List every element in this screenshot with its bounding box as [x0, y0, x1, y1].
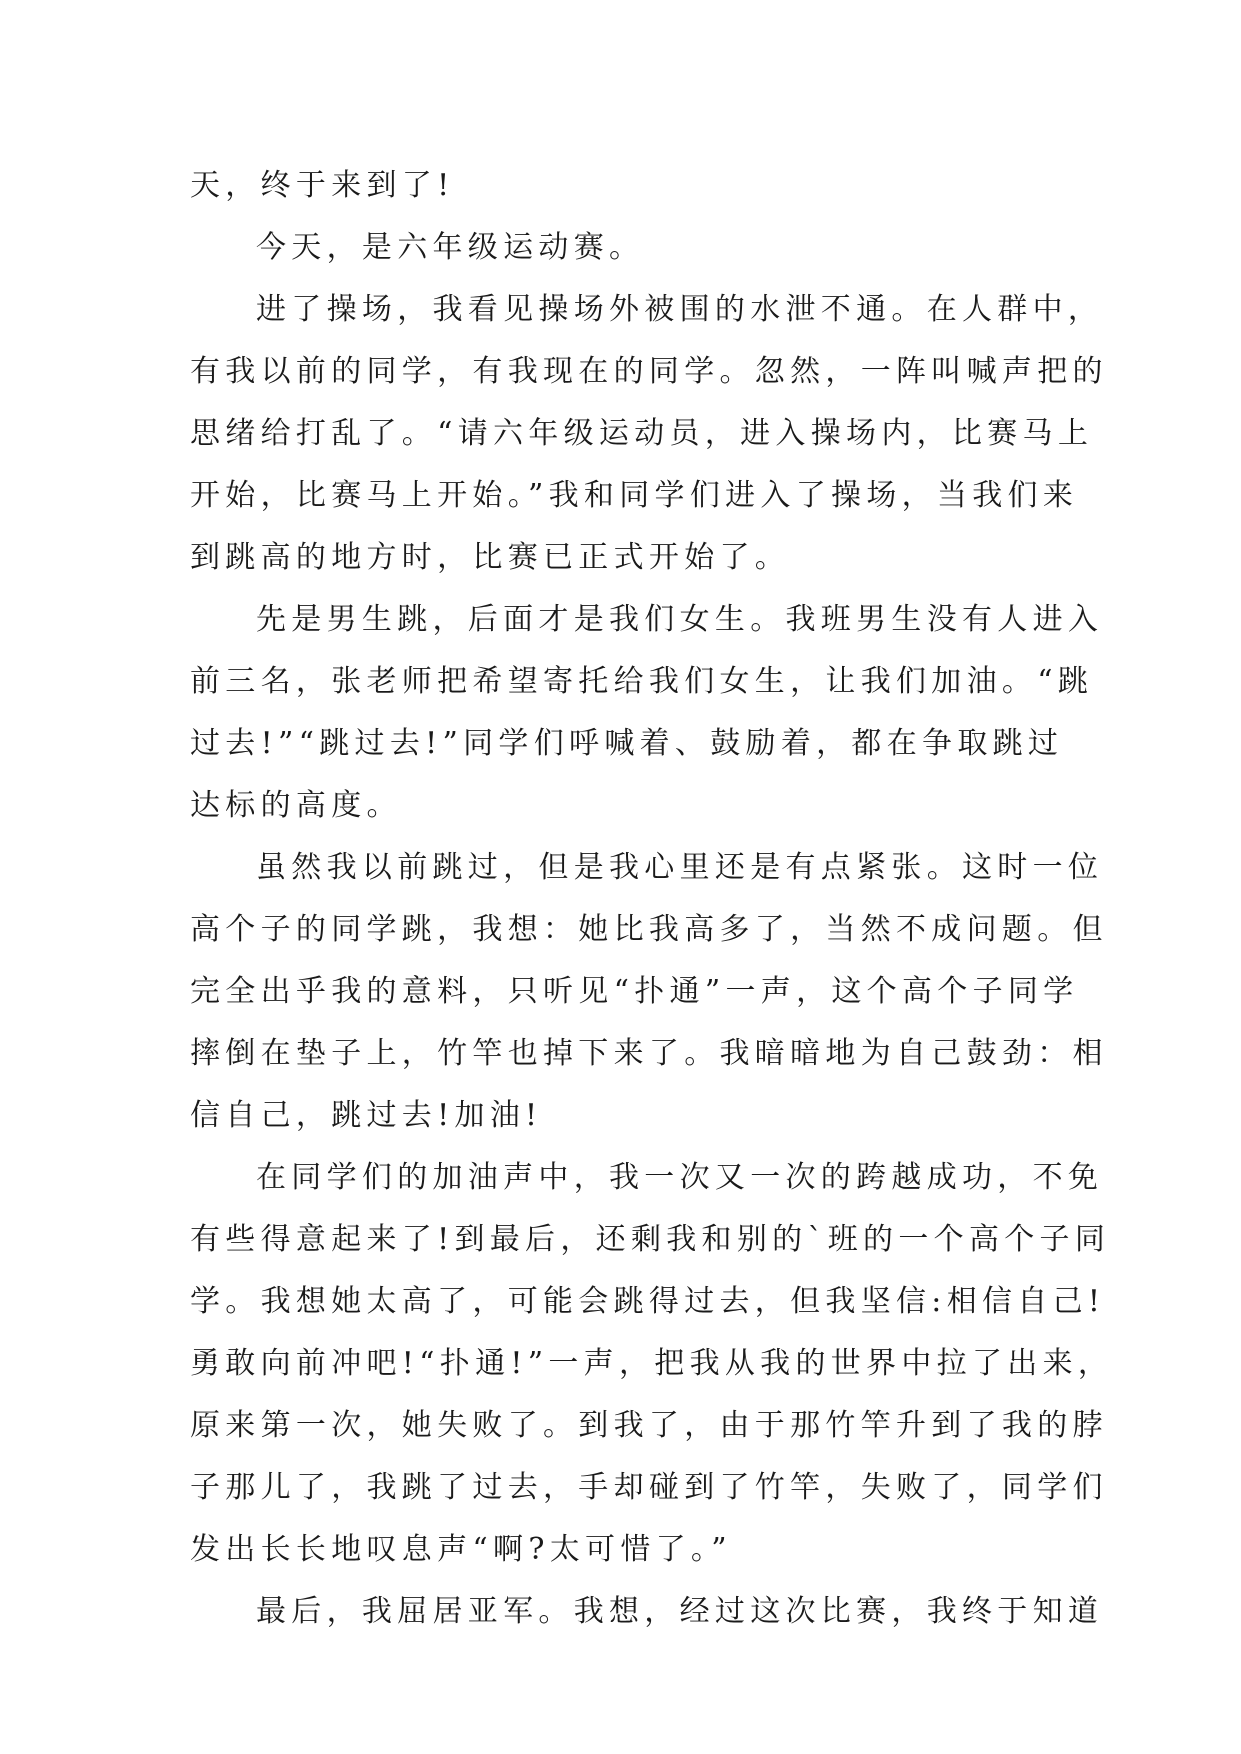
text-line: 发出长长地叹息声“啊?太可惜了。” — [190, 1532, 732, 1567]
text-line: 勇敢向前冲吧!“扑通!”一声，把我从我的世界中拉了出来， — [190, 1346, 1114, 1381]
text-line: 先是男生跳，后面才是我们女生。我班男生没有人进入 — [256, 602, 1104, 637]
text-line: 思绪给打乱了。“请六年级运动员，进入操场内，比赛马上 — [190, 416, 1094, 451]
text-line: 天，终于来到了! — [190, 168, 455, 203]
text-line: 高个子的同学跳，我想：她比我高多了，当然不成问题。但 — [190, 912, 1108, 947]
text-line: 今天，是六年级运动赛。 — [256, 230, 645, 265]
text-line: 开始，比赛马上开始。”我和同学们进入了操场，当我们来 — [190, 478, 1079, 513]
text-line: 摔倒在垫子上，竹竿也掉下来了。我暗暗地为自己鼓劲：相 — [190, 1036, 1108, 1071]
text-line: 子那儿了，我跳了过去，手却碰到了竹竿，失败了，同学们 — [190, 1470, 1108, 1505]
text-line: 进了操场，我看见操场外被围的水泄不通。在人群中， — [256, 292, 1104, 327]
text-line: 有我以前的同学，有我现在的同学。忽然，一阵叫喊声把的 — [190, 354, 1108, 389]
text-line: 过去!”“跳过去!”同学们呼喊着、鼓励着，都在争取跳过 — [190, 726, 1064, 761]
text-line: 有些得意起来了!到最后，还剩我和别的`班的一个高个子同 — [190, 1222, 1111, 1257]
document-page — [190, 155, 1114, 1643]
text-line: 学。我想她太高了，可能会跳得过去，但我坚信:相信自己! — [190, 1284, 1106, 1319]
text-line: 信自己，跳过去!加油! — [190, 1098, 543, 1133]
text-line: 前三名，张老师把希望寄托给我们女生，让我们加油。“跳 — [190, 664, 1094, 699]
text-line: 到跳高的地方时，比赛已正式开始了。 — [190, 540, 791, 575]
text-line: 最后，我屈居亚军。我想，经过这次比赛，我终于知道 — [256, 1594, 1104, 1629]
text-line: 完全出乎我的意料，只听见“扑通”一声，这个高个子同学 — [190, 974, 1079, 1009]
text-line: 达标的高度。 — [190, 788, 402, 823]
text-line: 在同学们的加油声中，我一次又一次的跨越成功，不免 — [256, 1160, 1104, 1195]
text-line: 原来第一次，她失败了。到我了，由于那竹竿升到了我的脖 — [190, 1408, 1108, 1443]
text-line: 虽然我以前跳过，但是我心里还是有点紧张。这时一位 — [256, 850, 1104, 885]
